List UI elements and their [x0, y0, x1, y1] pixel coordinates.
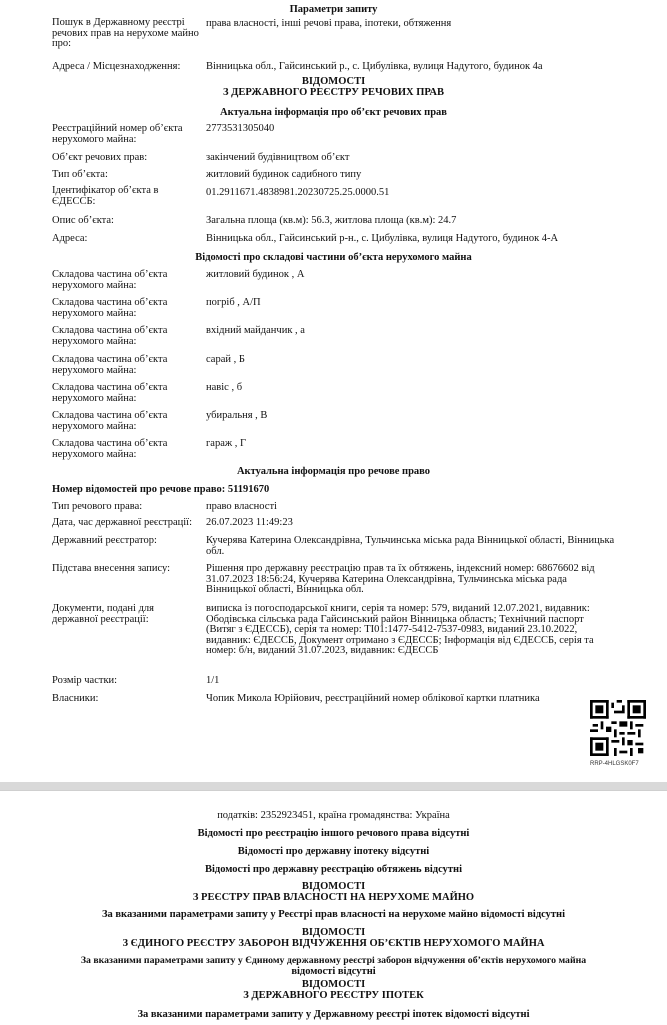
notice-line: За вказаними параметрами запиту у Державному реєстрі іпотек відомості відсутні — [137, 1009, 530, 1020]
field-value: 2773531305040 — [206, 123, 275, 134]
field-value: Кучерява Катерина Олександрівна, Тульчинська міська рада Вінницької області, Вінницька обл. — [206, 535, 615, 557]
field-label: Підстава внесення запису: — [52, 563, 171, 574]
field-value: Загальна площа (кв.м): 56.3, житлова площа (кв.м): 24.7 — [206, 215, 457, 226]
field-label: Власники: — [52, 693, 99, 704]
notice-line: За вказаними параметрами запиту у Реєстрі прав власності на нерухоме майно відомості відсутні — [101, 909, 566, 920]
field-label: Ідентифікатор об’єкта в ЄДЕССБ: — [52, 185, 159, 207]
section-heading: З ДЕРЖАВНОГО РЕЄСТРУ ІПОТЕК — [243, 990, 424, 1001]
field-value: житловий будинок садибного типу — [206, 169, 362, 180]
section-heading: ВІДОМОСТІ — [301, 979, 366, 990]
field-value: Вінницька обл., Гайсинський р-н., с. Цибулівка, вулиця Надутого, будинок 4-А — [206, 233, 559, 244]
qr-code-icon — [590, 700, 646, 756]
search-value: права власності, інші речові права, іпотеки, обтяження — [206, 18, 452, 29]
component-label: Складова частина об’єкта нерухомого майна: — [52, 297, 168, 319]
field-label: Реєстраційний номер об’єкта нерухомого майна: — [52, 123, 183, 145]
component-label: Складова частина об’єкта нерухомого майна: — [52, 354, 168, 376]
field-value: 26.07.2023 11:49:23 — [206, 517, 293, 528]
section-heading: З РЕЄСТРУ ПРАВ ВЛАСНОСТІ НА НЕРУХОМЕ МАЙНО — [192, 892, 475, 903]
component-value: житловий будинок , А — [206, 269, 305, 280]
field-label: Державний реєстратор: — [52, 535, 157, 546]
field-value: Чопик Микола Юрійович, реєстраційний номер облікової картки платника — [206, 693, 540, 704]
section-heading: З ЄДИНОГО РЕЄСТРУ ЗАБОРОН ВІДЧУЖЕННЯ ОБ’ЄКТІВ НЕРУХОМОГО МАЙНА — [122, 938, 545, 949]
component-label: Складова частина об’єкта нерухомого майна: — [52, 410, 168, 432]
field-label: Адреса: — [52, 233, 88, 244]
right-heading: Актуальна інформація про речове право — [236, 466, 431, 477]
components-heading: Відомості про складові частини об’єкта нерухомого майна — [195, 252, 472, 263]
field-value: Рішення про державну реєстрацію прав та їх обтяжень, індексний номер: 68676602 від 31.07.2023 18:56:24, Кучерява Катерина Олександрівна, Тульчинська міська рада Вінницької області, Вінницька обл. — [206, 563, 595, 595]
search-label: Пошук в Державному реєстрі речових прав на нерухоме майно про: — [52, 17, 199, 49]
field-value: 01.2911671.4838981.20230725.25.0000.51 — [206, 187, 390, 198]
field-label: Дата, час державної реєстрації: — [52, 517, 193, 528]
address-label: Адреса / Місцезнаходження: — [52, 61, 181, 72]
component-label: Складова частина об’єкта нерухомого майна: — [52, 382, 168, 404]
component-label: Складова частина об’єкта нерухомого майна: — [52, 438, 168, 460]
qr-code-text: RRP-4HLGSK0F7 — [590, 761, 639, 767]
notice-line: відомості відсутні — [291, 966, 376, 977]
component-value: вхідний майданчик , а — [206, 325, 305, 336]
notice-line: Відомості про державну реєстрацію обтяжень відсутні — [205, 864, 462, 875]
notice-line: Відомості про реєстрацію іншого речового права відсутні — [197, 828, 470, 839]
field-value: виписка із погосподарської книги, серія та номер: 579, виданий 12.07.2021, видавник: Ободівська сільська рада Гайсинський район Вінницька область; Технічний паспорт (Витяг з ЄДЕССБ), серія та номер: ТІ01:1477-5412-7537-0983, виданий 23.10.2022, видавник: ЄДЕССБ, Документ отримано з ЄДЕССБ; Інформація від ЄДЕССБ, серія та номер: б/н, виданий 31.07.2023, видавник: ЄДЕССБ — [206, 603, 594, 656]
query-title: Параметри запиту — [289, 4, 378, 15]
component-value: гараж , Г — [206, 438, 247, 449]
address-value: Вінницька обл., Гайсинський р., с. Цибулівка, вулиця Надутого, будинок 4а — [206, 61, 543, 72]
field-label: Тип об’єкта: — [52, 169, 108, 180]
notice-line: За вказаними параметрами запиту у Єдиному державному реєстрі заборон відчуження об’єктів нерухомого майна — [80, 955, 587, 966]
field-value: 1/1 — [206, 675, 220, 686]
section-subheading: Актуальна інформація про об’єкт речових прав — [220, 107, 447, 118]
component-value: убиральня , В — [206, 410, 268, 421]
field-label: Опис об’єкта: — [52, 215, 114, 226]
notice-line: Відомості про державну іпотеку відсутні — [237, 846, 430, 857]
component-label: Складова частина об’єкта нерухомого майна: — [52, 325, 168, 347]
field-label: Об’єкт речових прав: — [52, 152, 148, 163]
section-heading: ВІДОМОСТІ — [301, 881, 366, 892]
field-value: закінчений будівництвом об’єкт — [206, 152, 350, 163]
component-value: навіс , б — [206, 382, 243, 393]
field-label: Документи, подані для державної реєстрації: — [52, 603, 155, 625]
section-heading: ВІДОМОСТІ — [301, 76, 366, 87]
taxpayer-line: податків: 2352923451, країна громадянства: Україна — [217, 810, 450, 821]
component-value: сарай , Б — [206, 354, 245, 365]
field-label: Тип речового права: — [52, 501, 143, 512]
section-heading: З ДЕРЖАВНОГО РЕЄСТРУ РЕЧОВИХ ПРАВ — [222, 87, 445, 98]
field-value: право власності — [206, 501, 277, 512]
component-label: Складова частина об’єкта нерухомого майна: — [52, 269, 168, 291]
right-number: Номер відомостей про речове право: 51191670 — [52, 484, 270, 495]
field-label: Розмір частки: — [52, 675, 118, 686]
document-page-2 — [0, 790, 667, 1025]
component-value: погріб , А/П — [206, 297, 261, 308]
section-heading: ВІДОМОСТІ — [301, 927, 366, 938]
